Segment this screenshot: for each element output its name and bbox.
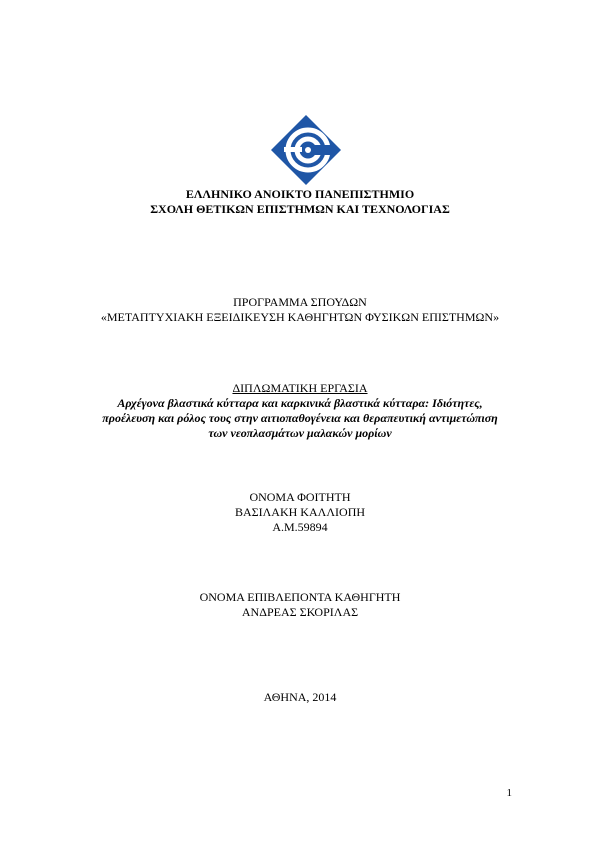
supervisor-block bbox=[0, 590, 600, 620]
eap-logo-icon bbox=[270, 114, 342, 186]
thesis-heading: ΔΙΠΛΩΜΑΤΙΚΗ ΕΡΓΑΣΙΑ bbox=[232, 381, 368, 395]
student-name: ΒΑΣΙΛΑΚΗ ΚΑΛΛΙΟΠΗ bbox=[234, 505, 366, 519]
student-label: ΟΝΟΜΑ ΦΟΙΤΗΤΗ bbox=[249, 490, 351, 504]
school-name: ΣΧΟΛΗ ΘΕΤΙΚΩΝ ΕΠΙΣΤΗΜΩΝ ΚΑΙ ΤΕΧΝΟΛΟΓΙΑΣ bbox=[150, 202, 450, 216]
thesis-title-line-1: Αρχέγονα βλαστικά κύτταρα και καρκινικά βλαστικά κύτταρα: Ιδιότητες, bbox=[117, 396, 483, 410]
thesis-title-line-3: των νεοπλασμάτων μαλακών μορίων bbox=[208, 426, 392, 440]
thesis-block bbox=[0, 381, 600, 441]
program-name: «ΜΕΤΑΠΤΥΧΙΑΚΗ ΕΞΕΙΔΙΚΕΥΣΗ ΚΑΘΗΓΗΤΩΝ ΦΥΣΙΚΩΝ ΕΠΙΣΤΗΜΩΝ» bbox=[100, 310, 500, 324]
student-block bbox=[0, 490, 600, 535]
program-block bbox=[0, 295, 600, 325]
supervisor-label: ΟΝΟΜΑ ΕΠΙΒΛΕΠΟΝΤΑ ΚΑΘΗΓΗΤΗ bbox=[199, 590, 401, 604]
program-label: ΠΡΟΓΡΑΜΜΑ ΣΠΟΥΔΩΝ bbox=[233, 295, 367, 309]
supervisor-name: ΑΝΔΡΕΑΣ ΣΚΟΡΙΛΑΣ bbox=[241, 605, 359, 619]
page-number: 1 bbox=[506, 787, 512, 799]
university-header bbox=[0, 187, 600, 217]
student-id: Α.Μ.59894 bbox=[272, 520, 328, 534]
place-date: ΑΘΗΝΑ, 2014 bbox=[263, 690, 337, 704]
thesis-title-line-2: προέλευση και ρόλος τους στην αιτιοπαθογένεια και θεραπευτική αντιμετώπιση bbox=[102, 411, 498, 425]
university-name: ΕΛΛΗΝΙΚΟ ΑΝΟΙΚΤΟ ΠΑΝΕΠΙΣΤΗΜΙΟ bbox=[185, 187, 415, 201]
